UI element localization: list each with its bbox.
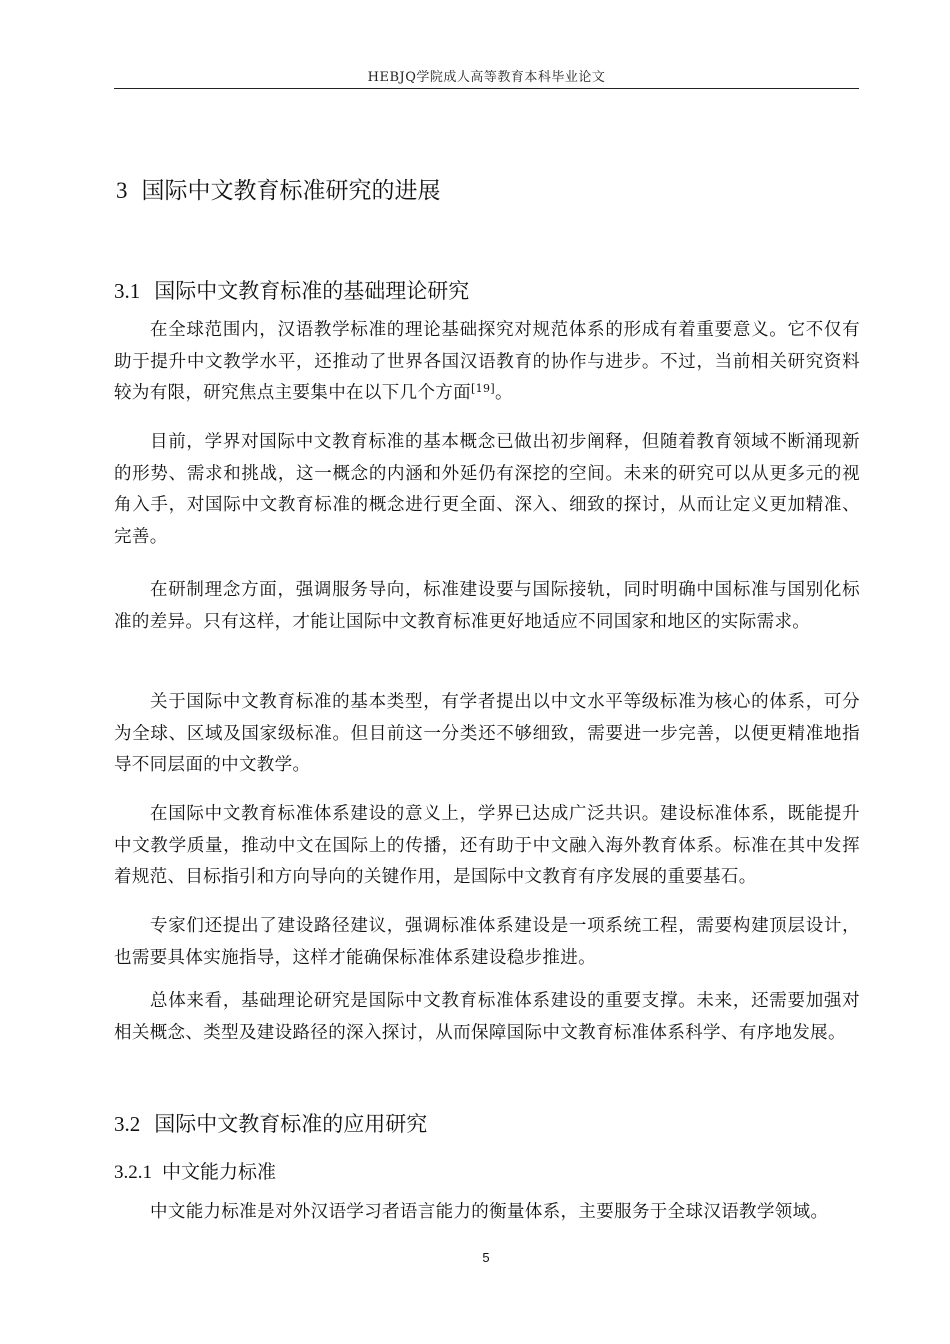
paragraph-3-2-1-1: 中文能力标准是对外汉语学习者语言能力的衡量体系，主要服务于全球汉语教学领域。 bbox=[150, 1202, 829, 1222]
section-title: 国际中文教育标准的基础理论研究 bbox=[154, 279, 470, 303]
section-number: 3.2 bbox=[114, 1112, 141, 1136]
paragraph-3-1-6: 专家们还提出了建设路径建议，强调标准体系建设是一项系统工程，需要构建顶层设计，也需要具体实施指导，这样才能确保标准体系建设稳步推进。 bbox=[114, 916, 860, 968]
paragraph-3-1-5: 在国际中文教育标准体系建设的意义上，学界已达成广泛共识。建设标准体系，既能提升中文教学质量，推动中文在国际上的传播，还有助于中文融入海外教育体系。标准在其中发挥着规范、目标指引和方向导向的关键作用，是国际中文教育有序发展的重要基石。 bbox=[114, 804, 860, 887]
section-title: 国际中文教育标准的应用研究 bbox=[154, 1112, 428, 1136]
paragraph-3-1-4: 关于国际中文教育标准的基本类型，有学者提出以中文水平等级标准为核心的体系，可分为全球、区域及国家级标准。但目前这一分类还不够细致，需要进一步完善，以便更精准地指导不同层面的中文教学。 bbox=[114, 692, 860, 775]
section-3-heading bbox=[116, 172, 441, 205]
section-number: 3 bbox=[116, 178, 128, 203]
header-divider bbox=[114, 88, 859, 89]
page-number: 5 bbox=[482, 1250, 490, 1265]
running-header: HEBJQ学院成人高等教育本科毕业论文 bbox=[367, 70, 606, 85]
section-3-2-heading bbox=[114, 1108, 427, 1138]
section-title: 中文能力标准 bbox=[162, 1161, 277, 1183]
section-3-1-heading bbox=[114, 275, 469, 305]
section-title: 国际中文教育标准研究的进展 bbox=[141, 178, 441, 204]
paragraph-text: 在全球范围内，汉语教学标准的理论基础探究对规范体系的形成有着重要意义。它不仅有助于提升中文教学水平，还推动了世界各国汉语教育的协作与进步。不过，当前相关研究资料较为有限，研究焦点主要集中在以下几个方面 bbox=[114, 320, 860, 403]
citation-reference: [19] bbox=[471, 382, 495, 395]
section-number: 3.1 bbox=[114, 279, 141, 303]
paragraph-3-1-2: 目前，学界对国际中文教育标准的基本概念已做出初步阐释，但随着教育领域不断涌现新的形势、需求和挑战，这一概念的内涵和外延仍有深挖的空间。未来的研究可以从更多元的视角入手，对国际中文教育标准的概念进行更全面、深入、细致的探讨，从而让定义更加精准、完善。 bbox=[114, 432, 860, 547]
paragraph-end: 。 bbox=[494, 383, 513, 403]
section-number: 3.2.1 bbox=[114, 1162, 152, 1183]
section-3-2-1-heading bbox=[114, 1157, 276, 1184]
paragraph-3-1-3: 在研制理念方面，强调服务导向，标准建设要与国际接轨，同时明确中国标准与国别化标准的差异。只有这样，才能让国际中文教育标准更好地适应不同国家和地区的实际需求。 bbox=[114, 580, 860, 632]
paragraph-3-1-7: 总体来看，基础理论研究是国际中文教育标准体系建设的重要支撑。未来，还需要加强对相关概念、类型及建设路径的深入探讨，从而保障国际中文教育标准体系科学、有序地发展。 bbox=[114, 991, 860, 1043]
paragraph-3-1-1 bbox=[114, 315, 860, 410]
